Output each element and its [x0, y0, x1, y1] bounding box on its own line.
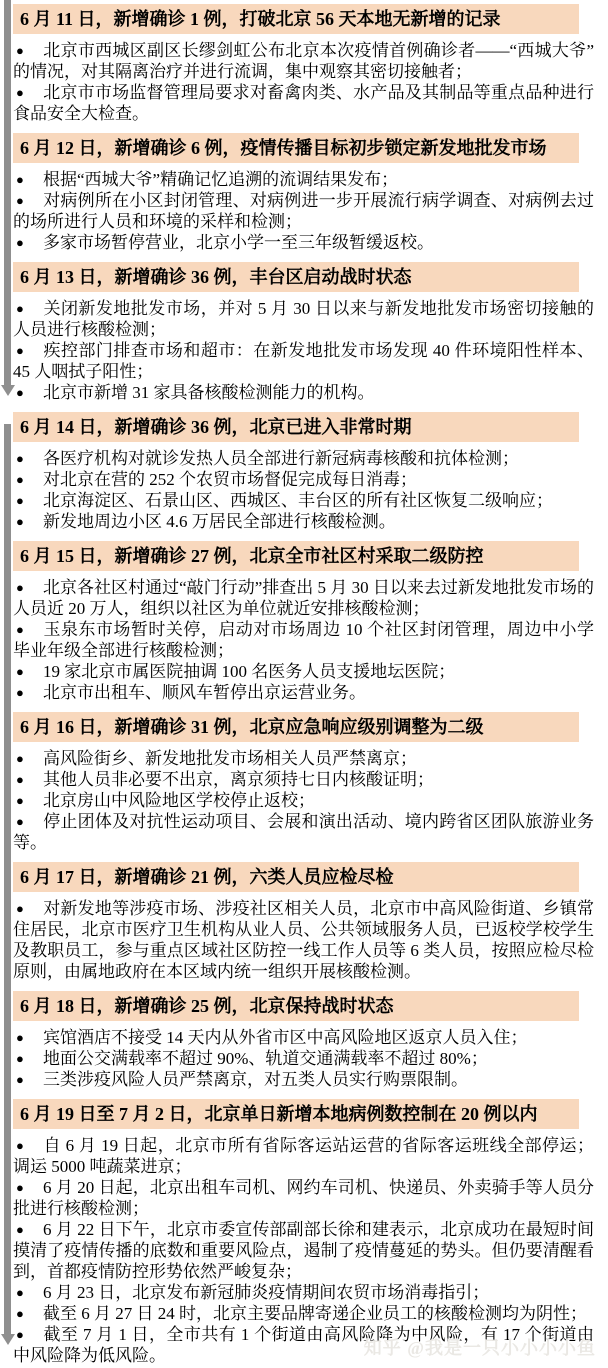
section-bullets: [13, 898, 594, 982]
timeline-section: [13, 133, 594, 253]
timeline-section: [13, 541, 594, 703]
timeline-section: [13, 4, 594, 124]
bullet-dot-icon: ●: [16, 514, 24, 529]
section-header-text: 6 月 14 日，新增确诊 36 例，北京已进入非常时期: [20, 417, 412, 437]
bullet-dot-icon: ●: [16, 664, 24, 679]
bullet-text: 19 家北京市属医院抽调 100 名医务人员支援地坛医院；: [43, 662, 456, 681]
bullet-item: [13, 490, 594, 511]
bullet-item: [13, 232, 594, 253]
bullet-item: [13, 190, 594, 232]
section-header-text: 6 月 17 日，新增确诊 21 例，六类人员应检尽检: [20, 867, 394, 887]
bullet-dot-icon: ●: [16, 343, 24, 358]
bullet-item: [13, 577, 594, 619]
bullet-text: 6 月 23 日，北京发布新冠肺炎疫情期间农贸市场消毒指引；: [43, 1283, 490, 1302]
bullet-dot-icon: ●: [16, 301, 24, 316]
bullet-text: 截至 6 月 27 日 24 时，北京主要品牌寄递企业员工的核酸检测均为阴性；: [43, 1304, 587, 1323]
bullet-dot-icon: ●: [16, 1327, 24, 1342]
bullet-dot-icon: ●: [16, 901, 24, 916]
bullet-text: 北京市西城区副区长缪剑虹公布北京本次疫情首例确诊者——“西城大爷”的情况，对其隔离治疗并进行流调，集中观察其密切接触者；: [13, 41, 594, 81]
bullet-dot-icon: ●: [16, 493, 24, 508]
bullet-text: 北京市新增 31 家具备核酸检测能力的机构。: [43, 383, 375, 402]
watermark: 知乎 @我是一只小小小小鱼: [363, 1338, 596, 1358]
bullet-dot-icon: ●: [16, 1285, 24, 1300]
bullet-item: [13, 82, 594, 124]
bullet-text: 新发地周边小区 4.6 万居民全部进行核酸检测。: [43, 512, 396, 531]
bullet-item: [13, 1027, 594, 1048]
bullet-text: 截至 7 月 1 日，全市共有 1 个街道由高风险降为中风险，有 17 个街道由中风险降为低风险。: [13, 1325, 594, 1365]
timeline-section: [13, 862, 594, 982]
bullet-text: 各医疗机构对就诊发热人员全部进行新冠病毒核酸和抗体检测；: [43, 449, 519, 468]
bullet-dot-icon: ●: [16, 1030, 24, 1045]
bullet-text: 6 月 22 日下午，北京市委宣传部副部长徐和建表示，北京成功在最短时间摸清了疫情传播的底数和重要风险点，遏制了疫情蔓延的势头。但仍要清醒看到，首都疫情防控形势依然严峻复杂；: [13, 1220, 594, 1281]
timeline-section: [13, 712, 594, 853]
bullet-item: [13, 298, 594, 340]
bullet-item: [13, 1177, 594, 1219]
bullet-text: 关闭新发地批发市场，并对 5 月 30 日以来与新发地批发市场密切接触的人员进行核酸检测；: [13, 299, 594, 339]
bullet-text: 对病例所在小区封闭管理、对病例进一步开展流行病学调查、对病例去过的场所进行人员和环境的采样和检测；: [13, 191, 594, 231]
bullet-item: [13, 340, 594, 382]
bullet-dot-icon: ●: [16, 85, 24, 100]
section-header-text: 6 月 15 日，新增确诊 27 例，北京全市社区村采取二级防控: [20, 546, 484, 566]
bullet-item: [13, 811, 594, 853]
bullet-item: [13, 790, 594, 811]
bullet-dot-icon: ●: [16, 580, 24, 595]
bullet-item: [13, 1219, 594, 1282]
section-bullets: [13, 40, 594, 124]
section-header: [13, 412, 579, 442]
bullet-item: [13, 661, 594, 682]
bullet-item: [13, 682, 594, 703]
bullet-item: [13, 1135, 594, 1177]
timeline-section: [13, 1099, 594, 1366]
bullet-text: 根据“西城大爷”精确记忆追溯的流调结果发布；: [43, 170, 399, 189]
bullet-item: [13, 898, 594, 982]
section-header: [13, 862, 579, 892]
section-header-text: 6 月 11 日，新增确诊 1 例，打破北京 56 天本地无新增的记录: [20, 9, 501, 29]
bullet-text: 三类涉疫风险人员严禁离京，对五类人员实行购票限制。: [43, 1070, 468, 1089]
bullet-text: 北京市出租车、顺风车暂停出京运营业务。: [43, 683, 366, 702]
bullet-item: [13, 169, 594, 190]
bullet-item: [13, 40, 594, 82]
section-header: [13, 4, 579, 34]
bullet-dot-icon: ●: [16, 1306, 24, 1321]
bullet-text: 高风险街乡、新发地批发市场相关人员严禁离京；: [43, 749, 417, 768]
bullet-text: 对新发地等涉疫市场、涉疫社区相关人员，北京市中高风险街道、乡镇常住居民，北京市医疗卫生机构从业人员、公共领域服务人员，已返校学校学生及教职员工，参与重点区域社区防控一线工作人员等 6 类人员，按照应检尽检原则，由属地政府在本区域内统一组织开展核酸检测。: [13, 899, 594, 981]
bullet-item: [13, 1069, 594, 1090]
bullet-text: 北京海淀区、石景山区、西城区、丰台区的所有社区恢复二级响应；: [43, 491, 553, 510]
bullet-dot-icon: ●: [16, 235, 24, 250]
bullet-text: 其他人员非必要不出京，离京须持七日内核酸证明；: [43, 770, 434, 789]
timeline-arrow-bar: [4, 0, 11, 385]
bullet-item: [13, 619, 594, 661]
section-header: [13, 991, 579, 1021]
bullet-item: [13, 1282, 594, 1303]
bullet-dot-icon: ●: [16, 172, 24, 187]
bullet-item: [13, 448, 594, 469]
bullet-text: 疾控部门排查市场和超市：在新发地批发市场发现 40 件环境阳性样本、45 人咽拭子阳性；: [13, 341, 594, 381]
bullet-item: [13, 511, 594, 532]
bullet-item: [13, 382, 594, 403]
bullet-dot-icon: ●: [16, 451, 24, 466]
timeline-section: [13, 262, 594, 403]
bullet-text: 北京市市场监督管理局要求对畜禽肉类、水产品及其制品等重点品种进行食品安全大检查。: [13, 83, 594, 123]
bullet-item: [13, 748, 594, 769]
section-header-text: 6 月 18 日，新增确诊 25 例，北京保持战时状态: [20, 996, 394, 1016]
bullet-dot-icon: ●: [16, 1051, 24, 1066]
bullet-text: 多家市场暂停营业，北京小学一至三年级暂缓返校。: [43, 233, 434, 252]
bullet-text: 玉泉东市场暂时关停，启动对市场周边 10 个社区封闭管理，周边中小学毕业年级全部进行核酸检测；: [13, 620, 594, 660]
bullet-text: 宾馆酒店不接受 14 天内从外省市区中高风险地区返京人员入住；: [43, 1028, 528, 1047]
section-header-text: 6 月 19 日至 7 月 2 日，北京单日新增本地病例数控制在 20 例以内: [20, 1104, 538, 1124]
bullet-text: 地面公交满载率不超过 90%、轨道交通满载率不超过 80%；: [43, 1049, 488, 1068]
bullet-item: [13, 1048, 594, 1069]
bullet-item: [13, 1303, 594, 1324]
timeline-arrow-bar: [4, 424, 11, 1334]
bullet-dot-icon: ●: [16, 622, 24, 637]
section-header-text: 6 月 16 日，新增确诊 31 例，北京应急响应级别调整为二级: [20, 717, 484, 737]
section-bullets: [13, 748, 594, 853]
bullet-text: 北京房山中风险地区学校停止返校；: [43, 791, 315, 810]
bullet-text: 自 6 月 19 日起，北京市所有省际客运站运营的省际客运班线全部停运；调运 5000 吨蔬菜进京；: [13, 1136, 594, 1176]
section-header: [13, 541, 579, 571]
section-bullets: [13, 448, 594, 532]
bullet-dot-icon: ●: [16, 793, 24, 808]
bullet-dot-icon: ●: [16, 814, 24, 829]
section-bullets: [13, 169, 594, 253]
bullet-dot-icon: ●: [16, 685, 24, 700]
timeline-sections: [13, 4, 594, 1368]
section-header: [13, 1099, 579, 1129]
bullet-dot-icon: ●: [16, 1072, 24, 1087]
bullet-dot-icon: ●: [16, 1180, 24, 1195]
section-bullets: [13, 1135, 594, 1366]
bullet-dot-icon: ●: [16, 385, 24, 400]
bullet-dot-icon: ●: [16, 772, 24, 787]
bullet-text: 北京各社区村通过“敲门行动”排查出 5 月 30 日以来去过新发地批发市场的人员近 20 万人，组织以社区为单位就近安排核酸检测；: [13, 578, 594, 618]
section-bullets: [13, 1027, 594, 1090]
timeline-section: [13, 412, 594, 532]
bullet-text: 对北京在营的 252 个农贸市场督促完成每日消毒；: [43, 470, 417, 489]
bullet-dot-icon: ●: [16, 1222, 24, 1237]
section-bullets: [13, 577, 594, 703]
bullet-item: [13, 469, 594, 490]
section-bullets: [13, 298, 594, 403]
bullet-dot-icon: ●: [16, 751, 24, 766]
section-header: [13, 133, 579, 163]
bullet-dot-icon: ●: [16, 1138, 24, 1153]
bullet-dot-icon: ●: [16, 43, 24, 58]
section-header-text: 6 月 12 日，新增确诊 6 例，疫情传播目标初步锁定新发地批发市场: [20, 138, 547, 158]
bullet-text: 停止团体及对抗性运动项目、会展和演出活动、境内跨省区团队旅游业务等。: [13, 812, 594, 852]
section-header: [13, 262, 579, 292]
bullet-dot-icon: ●: [16, 472, 24, 487]
bullet-item: [13, 769, 594, 790]
section-header-text: 6 月 13 日，新增确诊 36 例，丰台区启动战时状态: [20, 267, 412, 287]
bullet-dot-icon: ●: [16, 193, 24, 208]
timeline-section: [13, 991, 594, 1090]
section-header: [13, 712, 579, 742]
bullet-text: 6 月 20 日起，北京出租车司机、网约车司机、快递员、外卖骑手等人员分批进行核酸检测；: [13, 1178, 594, 1218]
